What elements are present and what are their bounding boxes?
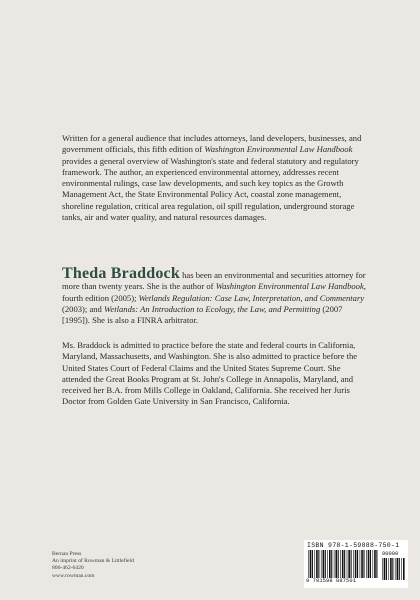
publisher-imprint: An imprint of Rowman & Littlefield xyxy=(52,558,134,565)
ean-digits: 9 781598 887501 xyxy=(306,578,357,584)
author-bio-text-4: (2007 [1995]). She is also a FINRA arbitrator. xyxy=(62,303,343,326)
publisher-phone: 800-462-6420 xyxy=(52,565,84,572)
isbn-barcode xyxy=(304,540,408,588)
price-addon-digits: 90000 xyxy=(382,551,399,557)
author-work-2: Wetlands Regulation: Case Law, Interpretation, and Commentary xyxy=(138,292,365,303)
author-bio xyxy=(62,265,366,326)
book-title-reference: Washington Environmental Law Handbook xyxy=(204,144,353,155)
description-intro: Written for a general audience that includes attorneys, land developers, businesses, and government officials, this fifth edition of xyxy=(62,133,362,155)
description-rest: provides a general overview of Washington's state and federal statutory and regulatory framework. The author, an experienced environmental attorney, addresses recent environmental rulings, case law developments, and such key topics as the Growth Management Act, the State Environmental Policy Act, coastal zone management, shoreline regulation, critical area regulation, oil spill regulation, underground storage tanks, air and water quality, and natural resources damages. xyxy=(62,155,359,223)
author-bio-text-3: (2003); and xyxy=(62,303,105,314)
author-bio-text-2: fourth edition (2005); xyxy=(62,292,139,303)
author-work-1: Washington Environmental Law Handbook, xyxy=(215,281,366,292)
publisher-info xyxy=(52,551,212,580)
author-name: Theda Braddock xyxy=(62,265,180,282)
author-work-3: Wetlands: An Introduction to Ecology, the Law, and Permitting xyxy=(104,303,321,314)
isbn-number: ISBN 978-1-59888-750-1 xyxy=(307,542,400,549)
author-admissions: Ms. Braddock is admitted to practice before the state and federal courts in California, Maryland, Massachusetts, and Washington. She is also admitted to practice before the United States Court of Federal Claims and the United States Supreme Court. She attended the Great Books Program at St. John's College in Annapolis, Maryland, and received her B.A. from Mills College in Oakland, California. She received her Juris Doctor from Golden Gate University in San Francisco, California. xyxy=(62,340,358,407)
book-description xyxy=(62,133,366,223)
publisher-name: Bernan Press xyxy=(52,551,82,557)
author-bio-text-1: has been an environmental and securities attorney for more than twenty years. She is the author of xyxy=(62,270,366,292)
publisher-website: www.rowman.com xyxy=(52,572,95,579)
